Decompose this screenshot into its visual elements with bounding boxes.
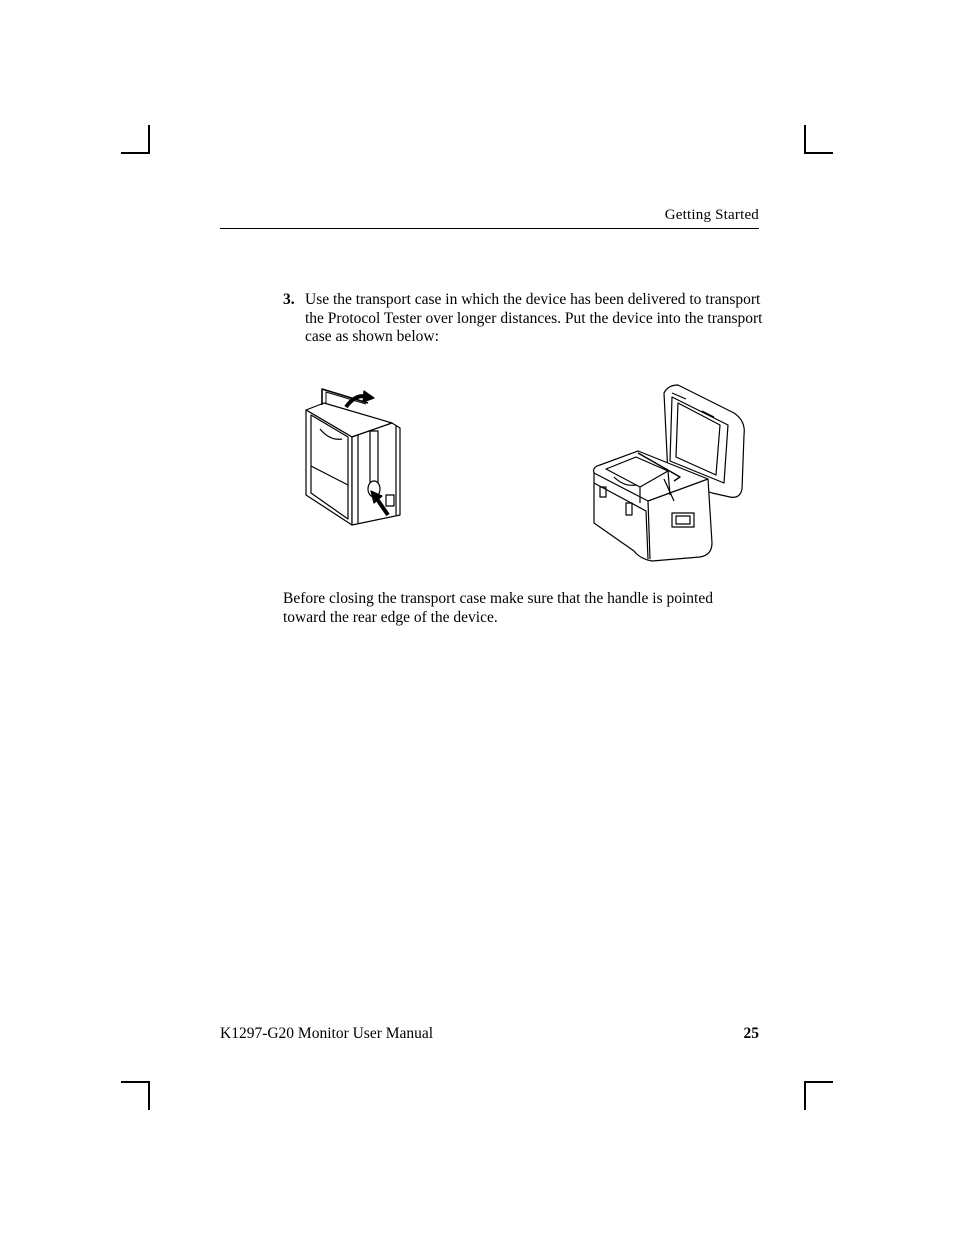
running-header: Getting Started bbox=[664, 207, 759, 223]
closing-note: Before closing the transport case make sure that the handle is pointed toward the rear edge of the device. bbox=[283, 590, 713, 626]
step-text: Use the transport case in which the device has been delivered to transport the Protocol Tester over longer distances. Put the device into the transport case as shown below: bbox=[305, 291, 763, 345]
crop-mark-top-right-h bbox=[804, 152, 833, 154]
footer-title: K1297-G20 Monitor User Manual bbox=[220, 1025, 434, 1042]
device-handle-illustration bbox=[300, 383, 410, 528]
crop-mark-bottom-left-v bbox=[148, 1081, 150, 1110]
header-rule bbox=[220, 228, 759, 229]
crop-mark-bottom-left-h bbox=[121, 1081, 150, 1083]
transport-case-illustration bbox=[588, 383, 748, 563]
crop-mark-top-right-v bbox=[804, 125, 806, 154]
crop-mark-bottom-right-h bbox=[804, 1081, 833, 1083]
step-number: 3. bbox=[283, 291, 295, 308]
crop-mark-top-left-h bbox=[121, 152, 150, 154]
crop-mark-bottom-right-v bbox=[804, 1081, 806, 1110]
crop-mark-top-left-v bbox=[148, 125, 150, 154]
page-number: 25 bbox=[743, 1025, 759, 1042]
